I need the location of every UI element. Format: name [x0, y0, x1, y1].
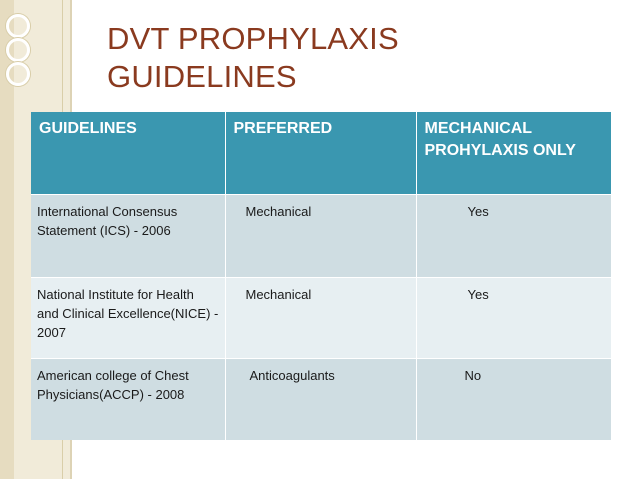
- guidelines-table: [31, 112, 611, 440]
- table-row: [31, 358, 611, 440]
- header-preferred: PREFERRED: [225, 112, 416, 194]
- table-header-row: [31, 112, 611, 194]
- header-mechanical-prophylaxis-only: MECHANICAL PROHYLAXIS ONLY: [416, 112, 611, 194]
- preferred-cell: Mechanical: [225, 277, 416, 358]
- mechanical-only-cell: Yes: [416, 277, 611, 358]
- mechanical-only-cell: Yes: [416, 194, 611, 277]
- preferred-cell: Anticoagulants: [225, 358, 416, 440]
- slide-title-line-1: DVT PROPHYLAXIS: [107, 21, 399, 56]
- slide-title-line-2: GUIDELINES: [107, 59, 297, 94]
- slide-title: [107, 20, 607, 96]
- header-guidelines: GUIDELINES: [31, 112, 225, 194]
- binder-ring-icon: [6, 62, 30, 86]
- table-row: [31, 194, 611, 277]
- guideline-cell: National Institute for Health and Clinical Excellence(NICE) - 2007: [31, 277, 225, 358]
- preferred-cell: Mechanical: [225, 194, 416, 277]
- binder-ring-icon: [6, 14, 30, 38]
- guideline-cell: International Consensus Statement (ICS) - 2006: [31, 194, 225, 277]
- guideline-cell: American college of Chest Physicians(ACCP) - 2008: [31, 358, 225, 440]
- binder-ring-icon: [6, 38, 30, 62]
- table-row: [31, 277, 611, 358]
- mechanical-only-cell: No: [416, 358, 611, 440]
